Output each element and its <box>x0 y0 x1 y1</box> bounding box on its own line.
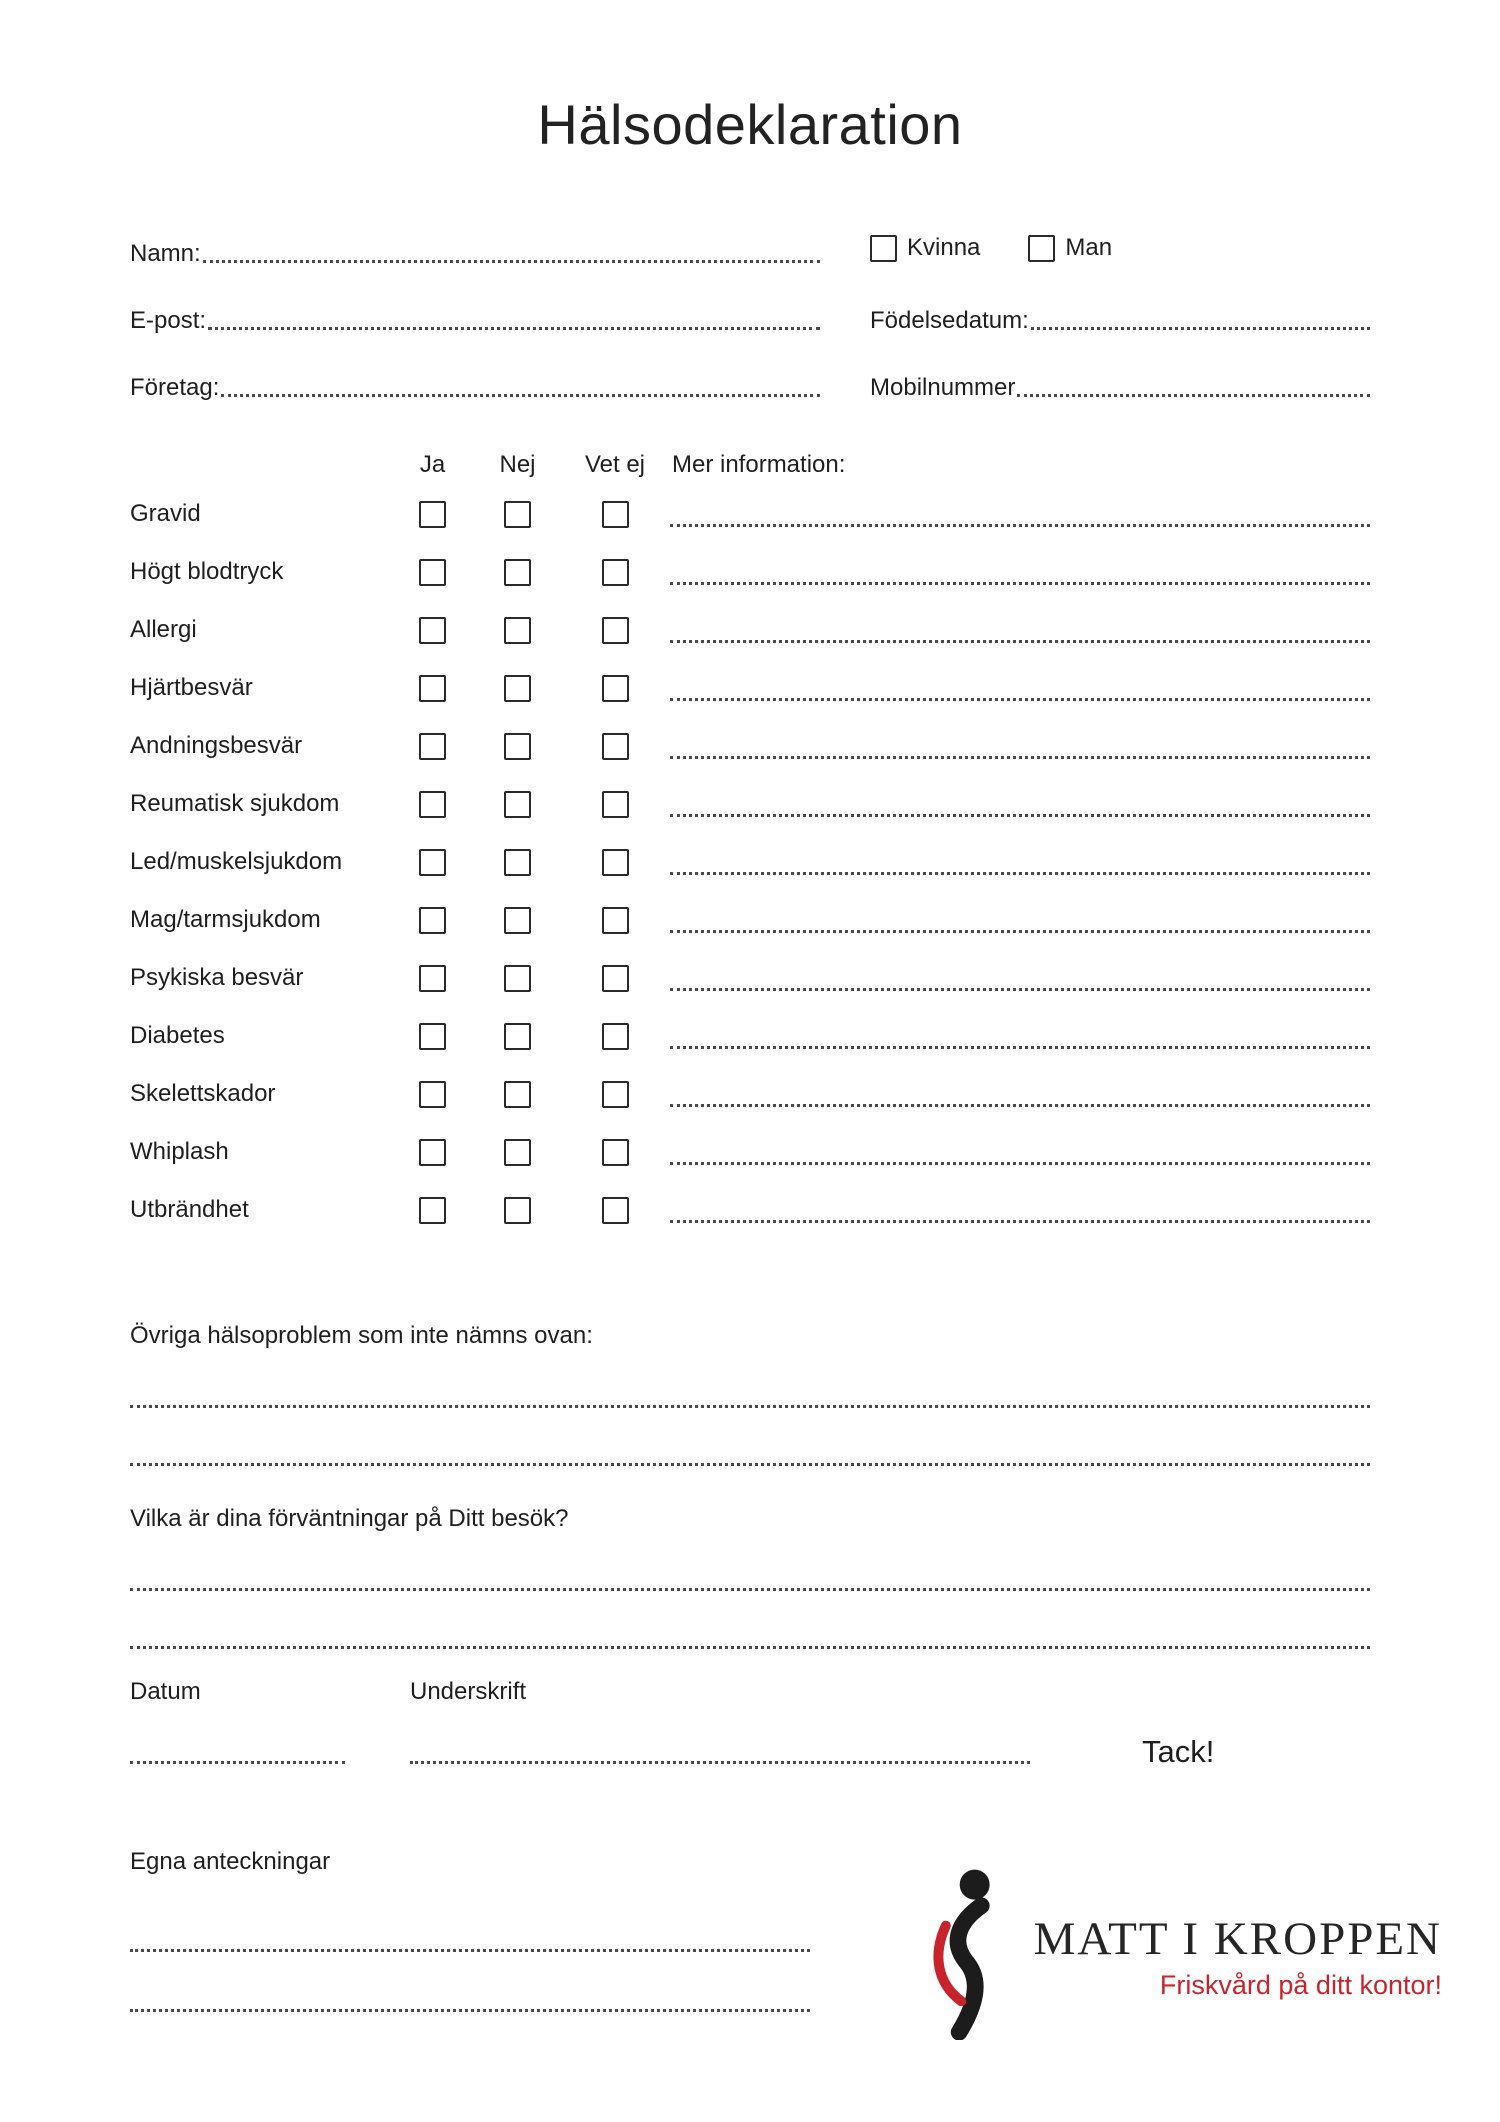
checkbox-nej[interactable] <box>504 1197 531 1224</box>
checkbox-vetej[interactable] <box>602 907 629 934</box>
checkbox-man[interactable] <box>1028 235 1055 262</box>
table-row <box>130 1181 1370 1239</box>
table-row <box>130 717 1370 775</box>
more-info-line[interactable] <box>670 524 1370 527</box>
date-field-line[interactable] <box>130 1761 345 1764</box>
condition-label: Gravid <box>130 500 201 527</box>
checkbox-vetej[interactable] <box>602 617 629 644</box>
condition-label: Led/muskelsjukdom <box>130 848 343 875</box>
checkbox-ja[interactable] <box>419 1081 446 1108</box>
checkbox-vetej[interactable] <box>602 1197 629 1224</box>
name-label: Namn: <box>130 240 201 267</box>
more-info-line[interactable] <box>670 1104 1370 1107</box>
checkbox-vetej[interactable] <box>602 675 629 702</box>
more-info-line[interactable] <box>670 582 1370 585</box>
checkbox-nej[interactable] <box>504 733 531 760</box>
mobile-field-line[interactable] <box>1017 394 1370 397</box>
expectations-line-2[interactable] <box>130 1646 1370 1649</box>
table-row <box>130 601 1370 659</box>
company-field-line[interactable] <box>221 394 820 397</box>
checkbox-kvinna[interactable] <box>870 235 897 262</box>
date-label: Datum <box>130 1678 201 1705</box>
birthdate-field-line[interactable] <box>1031 327 1370 330</box>
table-row <box>130 659 1370 717</box>
checkbox-vetej[interactable] <box>602 849 629 876</box>
column-header-nej: Nej <box>499 451 536 478</box>
checkbox-ja[interactable] <box>419 501 446 528</box>
other-problems-label: Övriga hälsoproblem som inte nämns ovan: <box>130 1322 593 1349</box>
more-info-line[interactable] <box>670 930 1370 933</box>
health-conditions-table <box>130 445 1370 1239</box>
checkbox-nej[interactable] <box>504 965 531 992</box>
notes-line-2[interactable] <box>130 2009 810 2012</box>
checkbox-ja[interactable] <box>419 559 446 586</box>
gender-field <box>870 234 1370 262</box>
table-row <box>130 949 1370 1007</box>
more-info-line[interactable] <box>670 1220 1370 1223</box>
email-label: E-post: <box>130 307 207 334</box>
checkbox-vetej[interactable] <box>602 791 629 818</box>
expectations-label: Vilka är dina förväntningar på Ditt besök? <box>130 1505 569 1532</box>
signature-field-line[interactable] <box>410 1761 1030 1764</box>
checkbox-nej[interactable] <box>504 1139 531 1166</box>
condition-label: Utbrändhet <box>130 1196 249 1223</box>
checkbox-nej[interactable] <box>504 1081 531 1108</box>
more-info-line[interactable] <box>670 1162 1370 1165</box>
condition-label: Psykiska besvär <box>130 964 304 991</box>
checkbox-ja[interactable] <box>419 1197 446 1224</box>
table-row <box>130 1065 1370 1123</box>
checkbox-vetej[interactable] <box>602 501 629 528</box>
checkbox-nej[interactable] <box>504 559 531 586</box>
condition-label: Allergi <box>130 616 197 643</box>
checkbox-ja[interactable] <box>419 733 446 760</box>
more-info-line[interactable] <box>670 640 1370 643</box>
checkbox-ja[interactable] <box>419 907 446 934</box>
expectations-line-1[interactable] <box>130 1588 1370 1591</box>
column-header-vetej: Vet ej <box>584 451 646 478</box>
runner-figure-icon <box>912 1868 1024 2045</box>
table-row <box>130 775 1370 833</box>
email-field-line[interactable] <box>208 327 820 330</box>
personal-info-section <box>130 228 1370 429</box>
table-row <box>130 543 1370 601</box>
name-field-line[interactable] <box>203 260 820 263</box>
signature-label: Underskrift <box>410 1678 527 1705</box>
logo-name: MATT I KROPPEN <box>1033 1913 1442 1965</box>
more-info-line[interactable] <box>670 988 1370 991</box>
name-row <box>130 228 1370 268</box>
mobile-label: Mobilnummer <box>870 374 1016 401</box>
signature-section <box>130 1678 1370 1769</box>
checkbox-ja[interactable] <box>419 965 446 992</box>
man-label: Man <box>1065 234 1113 261</box>
table-header-row <box>130 445 1370 485</box>
notes-line-1[interactable] <box>130 1949 810 1952</box>
checkbox-vetej[interactable] <box>602 1139 629 1166</box>
column-header-info: Mer information: <box>672 451 846 478</box>
checkbox-vetej[interactable] <box>602 965 629 992</box>
condition-label: Mag/tarmsjukdom <box>130 906 321 933</box>
checkbox-ja[interactable] <box>419 849 446 876</box>
checkbox-vetej[interactable] <box>602 1081 629 1108</box>
thanks-text: Tack! <box>1142 1734 1215 1769</box>
kvinna-label: Kvinna <box>907 234 981 261</box>
more-info-line[interactable] <box>670 698 1370 701</box>
checkbox-ja[interactable] <box>419 1023 446 1050</box>
condition-label: Skelettskador <box>130 1080 276 1107</box>
condition-label: Whiplash <box>130 1138 229 1165</box>
more-info-line[interactable] <box>670 756 1370 759</box>
checkbox-vetej[interactable] <box>602 1023 629 1050</box>
table-row <box>130 833 1370 891</box>
notes-label: Egna anteckningar <box>130 1848 331 1875</box>
table-row <box>130 485 1370 543</box>
company-logo <box>912 1868 1442 2045</box>
condition-label: Andningsbesvär <box>130 732 303 759</box>
more-info-line[interactable] <box>670 872 1370 875</box>
checkbox-nej[interactable] <box>504 849 531 876</box>
checkbox-nej[interactable] <box>504 675 531 702</box>
condition-label: Hjärtbesvär <box>130 674 253 701</box>
column-header-ja: Ja <box>419 451 446 478</box>
other-problems-line-1[interactable] <box>130 1405 1370 1408</box>
company-row <box>130 362 1370 402</box>
company-label: Företag: <box>130 374 220 401</box>
checkbox-ja[interactable] <box>419 675 446 702</box>
condition-label: Högt blodtryck <box>130 558 284 585</box>
checkbox-nej[interactable] <box>504 1023 531 1050</box>
checkbox-nej[interactable] <box>504 501 531 528</box>
checkbox-nej[interactable] <box>504 907 531 934</box>
checkbox-vetej[interactable] <box>602 733 629 760</box>
condition-label: Reumatisk sjukdom <box>130 790 340 817</box>
checkbox-ja[interactable] <box>419 791 446 818</box>
checkbox-vetej[interactable] <box>602 559 629 586</box>
other-problems-section <box>130 1322 1370 1466</box>
form-title: Hälsodeklaration <box>537 93 963 156</box>
more-info-line[interactable] <box>670 814 1370 817</box>
more-info-line[interactable] <box>670 1046 1370 1049</box>
table-row <box>130 891 1370 949</box>
condition-label: Diabetes <box>130 1022 225 1049</box>
checkbox-nej[interactable] <box>504 791 531 818</box>
checkbox-ja[interactable] <box>419 617 446 644</box>
birthdate-label: Födelsedatum: <box>870 307 1029 334</box>
table-body <box>130 485 1370 1239</box>
expectations-section <box>130 1505 1370 1649</box>
checkbox-nej[interactable] <box>504 617 531 644</box>
other-problems-line-2[interactable] <box>130 1463 1370 1466</box>
table-row <box>130 1007 1370 1065</box>
table-row <box>130 1123 1370 1181</box>
logo-tagline: Friskvård på ditt kontor! <box>1159 1970 1442 2000</box>
checkbox-ja[interactable] <box>419 1139 446 1166</box>
email-row <box>130 295 1370 335</box>
